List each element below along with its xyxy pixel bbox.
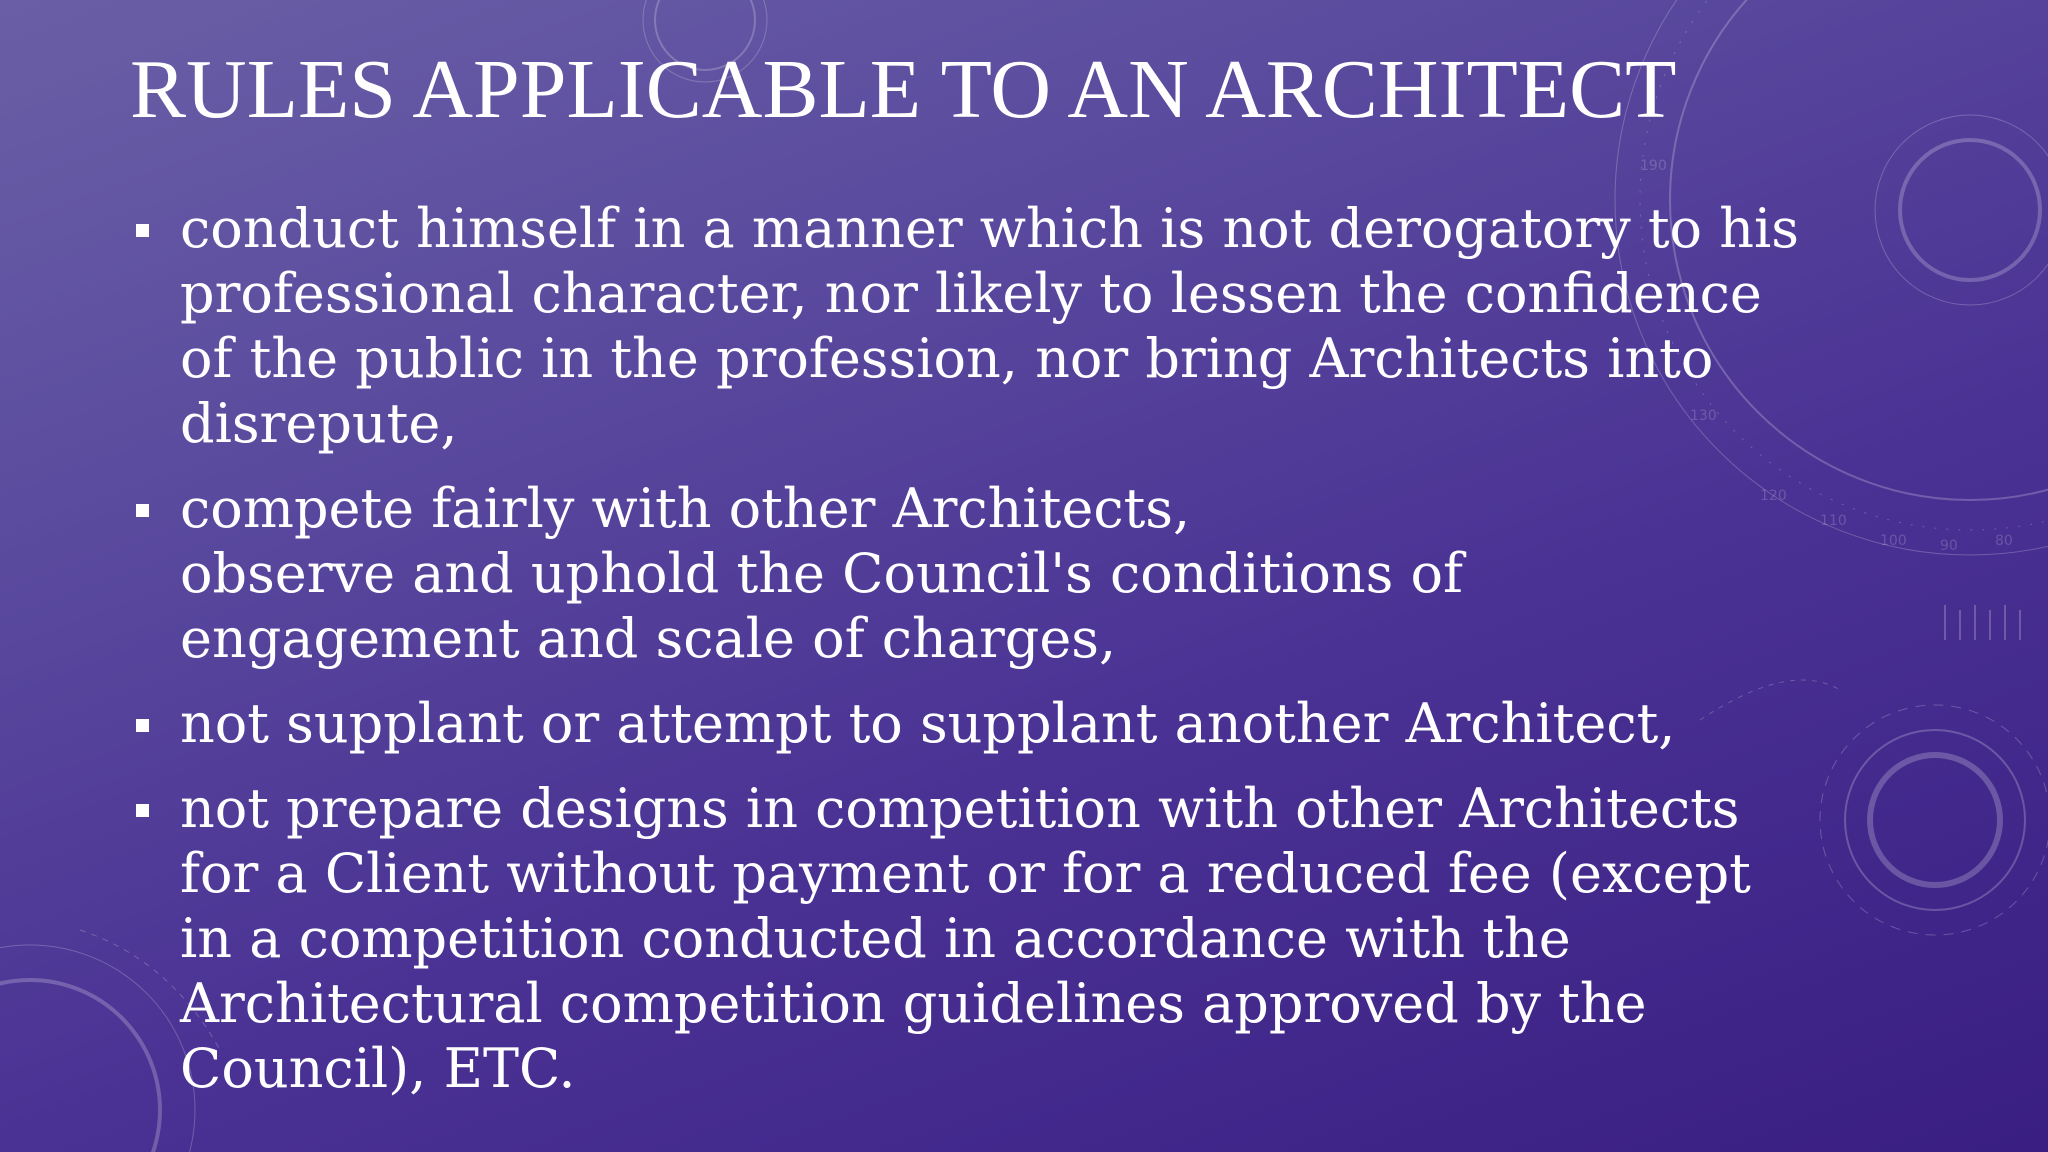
bullet-text: [180, 476, 1830, 671]
bullet-square-icon: [136, 504, 149, 517]
svg-text:90: 90: [1940, 538, 1958, 554]
bullet-square-icon: [136, 224, 149, 237]
list-item: [130, 476, 1830, 671]
bullet-list: [130, 196, 1830, 1121]
bullet-square-icon: [136, 804, 149, 817]
svg-text:100: 100: [1880, 533, 1907, 549]
bullet-line: observe and uphold the Council's conditions of: [180, 542, 1464, 605]
bullet-line: Architectural competition guidelines approved by the: [180, 972, 1647, 1035]
bullet-text: [180, 196, 1830, 456]
bullet-line: professional character, nor likely to lessen the confidence: [180, 262, 1762, 325]
bullet-line: Council), ETC.: [180, 1037, 576, 1100]
bullet-line: in a competition conducted in accordance with the: [180, 907, 1571, 970]
list-item: [130, 691, 1830, 756]
bullet-line: for a Client without payment or for a reduced fee (except: [180, 842, 1751, 905]
bullet-square-icon: [136, 719, 149, 732]
slide-title: RULES APPLICABLE TO AN ARCHITECT: [130, 43, 1677, 136]
svg-text:120: 120: [1760, 488, 1787, 504]
bullet-text: [180, 691, 1830, 756]
svg-text:130: 130: [1690, 408, 1717, 424]
list-item: [130, 196, 1830, 456]
svg-text:80: 80: [1995, 533, 2013, 549]
bullet-line: of the public in the profession, nor bring Architects into: [180, 327, 1714, 390]
bullet-line: compete fairly with other Architects,: [180, 477, 1191, 540]
list-item: [130, 776, 1830, 1101]
bullet-line: not supplant or attempt to supplant another Architect,: [180, 692, 1676, 755]
svg-text:190: 190: [1640, 158, 1667, 174]
bullet-line: not prepare designs in competition with other Architects: [180, 777, 1740, 840]
bullet-text: [180, 776, 1830, 1101]
bullet-line: conduct himself in a manner which is not derogatory to his: [180, 197, 1799, 260]
bullet-line: engagement and scale of charges,: [180, 607, 1117, 670]
svg-text:110: 110: [1820, 513, 1847, 529]
bullet-line: disrepute,: [180, 392, 458, 455]
